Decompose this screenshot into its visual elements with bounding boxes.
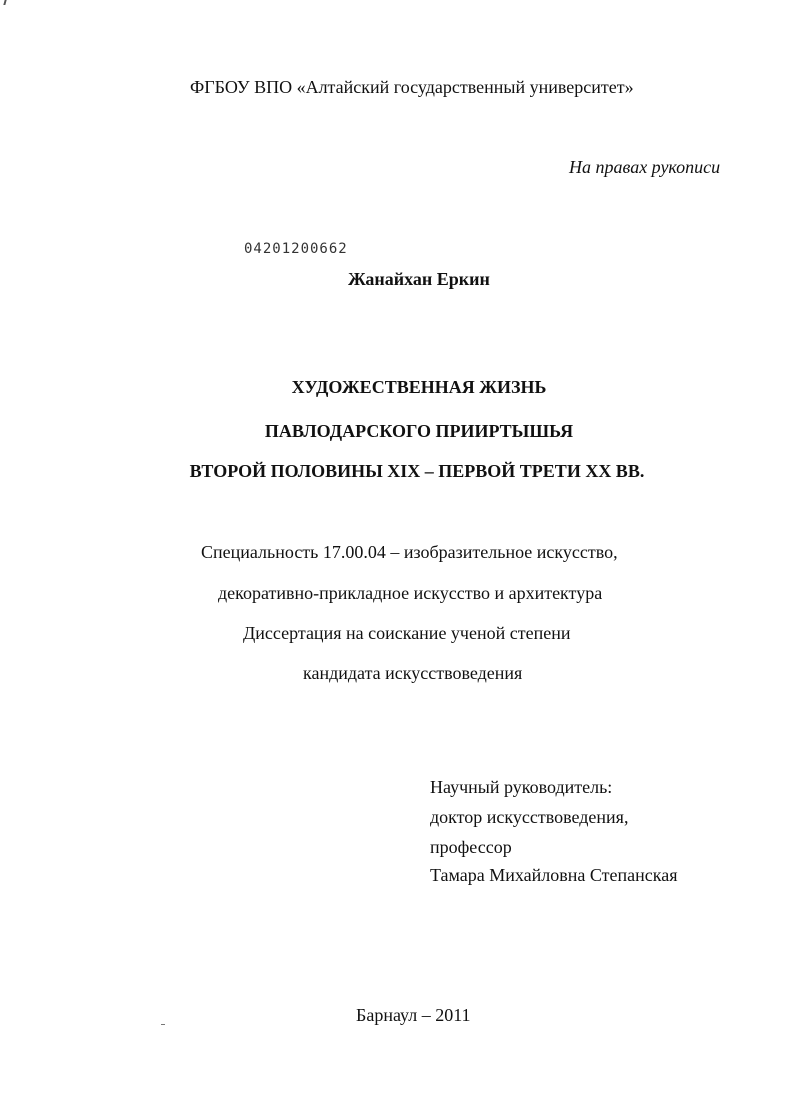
degree-line: кандидата искусствоведения (303, 663, 523, 683)
rights-notice: На правах рукописи (569, 157, 721, 177)
scan-mark-bottom (161, 1024, 165, 1025)
supervisor-rank: профессор (430, 837, 512, 857)
institution-name: ФГБОУ ВПО «Алтайский государственный университет» (190, 77, 634, 97)
title-line: ВТОРОЙ ПОЛОВИНЫ XIX – ПЕРВОЙ ТРЕТИ XX ВВ. (189, 461, 645, 481)
degree-line: Диссертация на соискание ученой степени (243, 623, 571, 643)
title-line: ХУДОЖЕСТВЕННАЯ ЖИЗНЬ (291, 377, 547, 397)
specialty-line: декоративно-прикладное искусство и архитектура (218, 583, 603, 603)
author-name: Жанайхан Еркин (348, 269, 490, 289)
place-year: Барнаул – 2011 (356, 1005, 471, 1025)
supervisor-name: Тамара Михайловна Степанская (430, 865, 678, 885)
title-line: ПАВЛОДАРСКОГО ПРИИРТЫШЬЯ (264, 421, 574, 441)
registry-code: 04201200662 (244, 241, 348, 257)
specialty-line: Специальность 17.00.04 – изобразительное искусство, (201, 542, 618, 562)
scan-mark-top (3, 0, 6, 5)
supervisor-label: Научный руководитель: (430, 777, 613, 797)
supervisor-degree: доктор искусствоведения, (430, 807, 629, 827)
